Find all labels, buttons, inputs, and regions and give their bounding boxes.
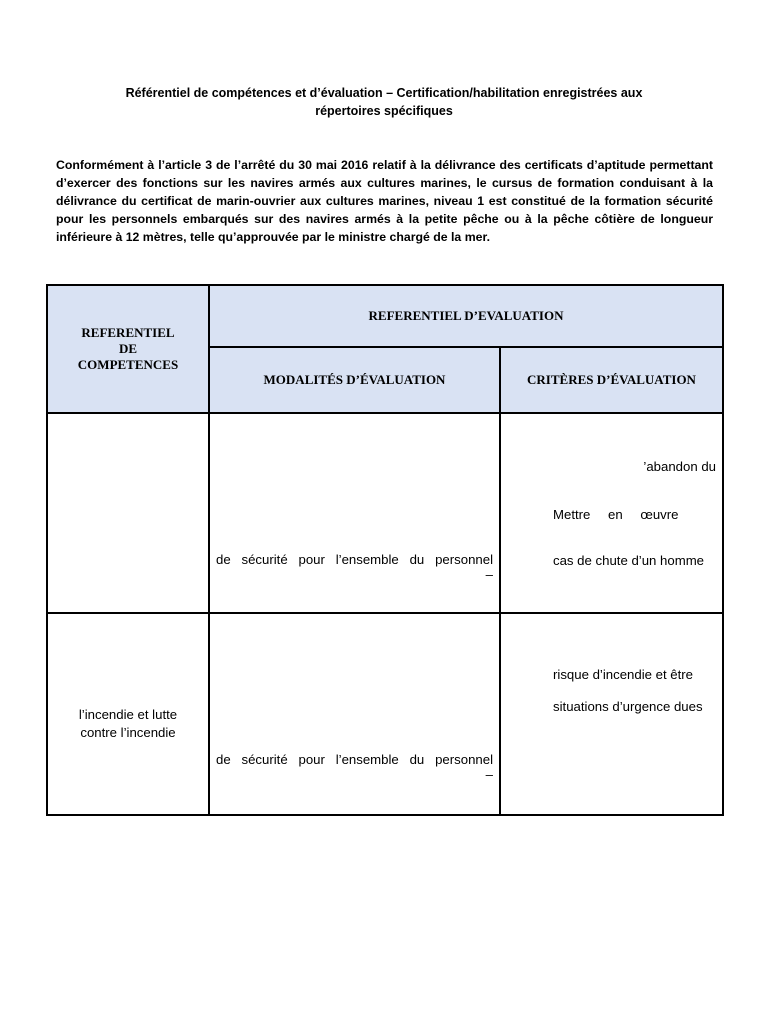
row-2-critere-2: situations d’urgence dues: [553, 699, 703, 714]
header-modalites: MODALITÉS D’ÉVALUATION: [209, 347, 500, 413]
document-title-line-2: répertoires spécifiques: [315, 104, 453, 118]
row-2-competence-line-1: l’incendie et lutte: [78, 707, 178, 722]
row-1-modalite-cell: [209, 413, 500, 613]
row-1-critere-2: Mettre en œuvre: [553, 507, 679, 522]
row-2-competence-line-2: contre l’incendie: [80, 725, 176, 740]
row-1-criteres-cell: [500, 413, 723, 613]
row-2-criteres-cell: [500, 613, 723, 815]
row-1-modalite-dash: –: [485, 567, 493, 582]
row-2-critere-1: risque d’incendie et être: [553, 667, 694, 682]
header-competences: REFERENTIEL DE COMPETENCES: [47, 285, 209, 413]
row-2-competence-text: [48, 706, 208, 742]
document-title: [100, 84, 668, 120]
header-criteres: CRITÈRES D’ÉVALUATION: [500, 347, 723, 413]
document-title-line-1: Référentiel de compétences et d’évaluation – Certification/habilitation enregistrées aux: [125, 86, 643, 100]
row-2-modalite-text: de sécurité pour l’ensemble du personnel: [216, 752, 493, 767]
row-1-modalite-text: de sécurité pour l’ensemble du personnel: [216, 552, 493, 567]
row-1-critere-3: cas de chute d’un homme: [553, 553, 705, 568]
intro-paragraph: Conformément à l’article 3 de l’arrêté du 30 mai 2016 relatif à la délivrance des certificats d’aptitude permettant d’exercer des fonctions sur les navires armés aux cultures marines, le cursus de formation conduisant à la délivrance du certificat de marin-ouvrier aux cultures marines, niveau 1 est constitué de la formation sécurité pour les personnels embarqués sur des navires armés à la petite pêche ou à la pêche côtière de longueur inférieure à 12 mètres, telle qu’approuvée par le ministre chargé de la mer.: [56, 158, 713, 244]
row-2-modalite-cell: [209, 613, 500, 815]
header-evaluation: REFERENTIEL D’EVALUATION: [209, 285, 723, 347]
row-2-competence-cell: [47, 613, 209, 815]
row-1-critere-1: ’abandon du: [643, 459, 716, 474]
referentiel-table: [46, 284, 724, 816]
row-2-modalite-dash: –: [485, 767, 493, 782]
row-1-competence-cell: [47, 413, 209, 613]
